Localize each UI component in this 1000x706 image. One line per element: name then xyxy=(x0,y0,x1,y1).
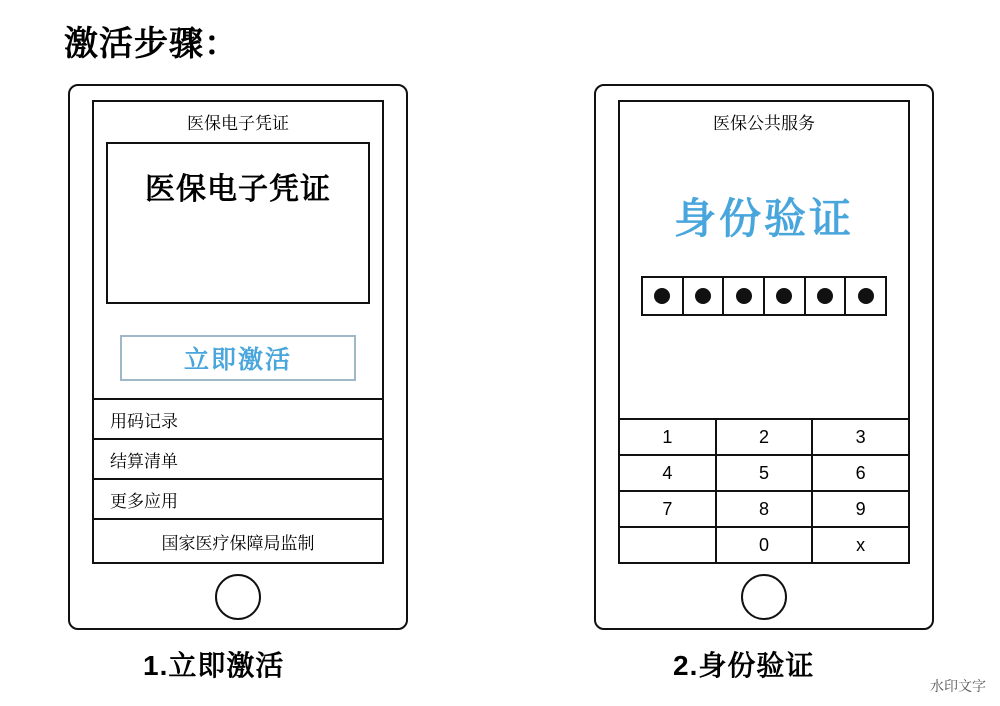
keypad-row xyxy=(620,528,908,562)
key-7[interactable]: 7 xyxy=(620,492,717,526)
menu-item-code-records[interactable]: 用码记录 xyxy=(94,398,382,438)
medical-insurance-code-box xyxy=(106,142,370,304)
watermark-text: 水印文字 xyxy=(930,678,986,694)
pin-dot-icon xyxy=(736,288,752,304)
phone2-screen-title: 医保公共服务 xyxy=(713,114,815,133)
key-blank xyxy=(620,528,717,562)
numeric-keypad xyxy=(620,418,908,562)
phone1-screen-title: 医保电子凭证 xyxy=(187,114,289,133)
key-2[interactable]: 2 xyxy=(717,420,814,454)
key-5[interactable]: 5 xyxy=(717,456,814,490)
menu-item-more-apps[interactable]: 更多应用 xyxy=(94,478,382,518)
key-8[interactable]: 8 xyxy=(717,492,814,526)
keypad-row xyxy=(620,492,908,528)
pin-input[interactable] xyxy=(641,276,887,316)
pin-cell[interactable] xyxy=(724,278,765,314)
pin-cell[interactable] xyxy=(684,278,725,314)
key-6[interactable]: 6 xyxy=(855,462,866,483)
key-0[interactable]: 0 xyxy=(717,528,814,562)
phone1-menu-list xyxy=(94,398,382,562)
pin-cell[interactable] xyxy=(643,278,684,314)
menu-item-settlement-list[interactable]: 结算清单 xyxy=(94,438,382,478)
key-3[interactable]: 3 xyxy=(855,426,866,447)
pin-dot-icon xyxy=(858,288,874,304)
phone1-screen xyxy=(92,100,384,564)
caption-step1: 1.立即激活 xyxy=(143,650,285,681)
home-button-icon[interactable] xyxy=(741,574,787,620)
keypad-row xyxy=(620,456,908,492)
page-title: 激活步骤： xyxy=(64,25,239,63)
caption-step2: 2.身份验证 xyxy=(673,650,815,681)
key-delete[interactable]: x xyxy=(856,534,866,555)
phone-mockup-step2 xyxy=(594,84,934,630)
pin-dot-icon xyxy=(695,288,711,304)
phone-mockup-step1 xyxy=(68,84,408,630)
pin-cell[interactable] xyxy=(846,278,885,314)
key-9[interactable]: 9 xyxy=(855,498,866,519)
pin-dot-icon xyxy=(654,288,670,304)
pin-cell[interactable] xyxy=(806,278,847,314)
pin-dot-icon xyxy=(776,288,792,304)
pin-cell[interactable] xyxy=(765,278,806,314)
keypad-row xyxy=(620,420,908,456)
pin-dot-icon xyxy=(817,288,833,304)
activate-now-button[interactable]: 立即激活 xyxy=(120,335,356,381)
home-button-icon[interactable] xyxy=(215,574,261,620)
code-box-label: 医保电子凭证 xyxy=(145,173,331,206)
key-4[interactable]: 4 xyxy=(620,456,717,490)
phone2-screen xyxy=(618,100,910,564)
key-1[interactable]: 1 xyxy=(620,420,717,454)
supervision-footer-text: 国家医疗保障局监制 xyxy=(94,518,382,562)
identity-verification-title: 身份验证 xyxy=(673,195,854,242)
